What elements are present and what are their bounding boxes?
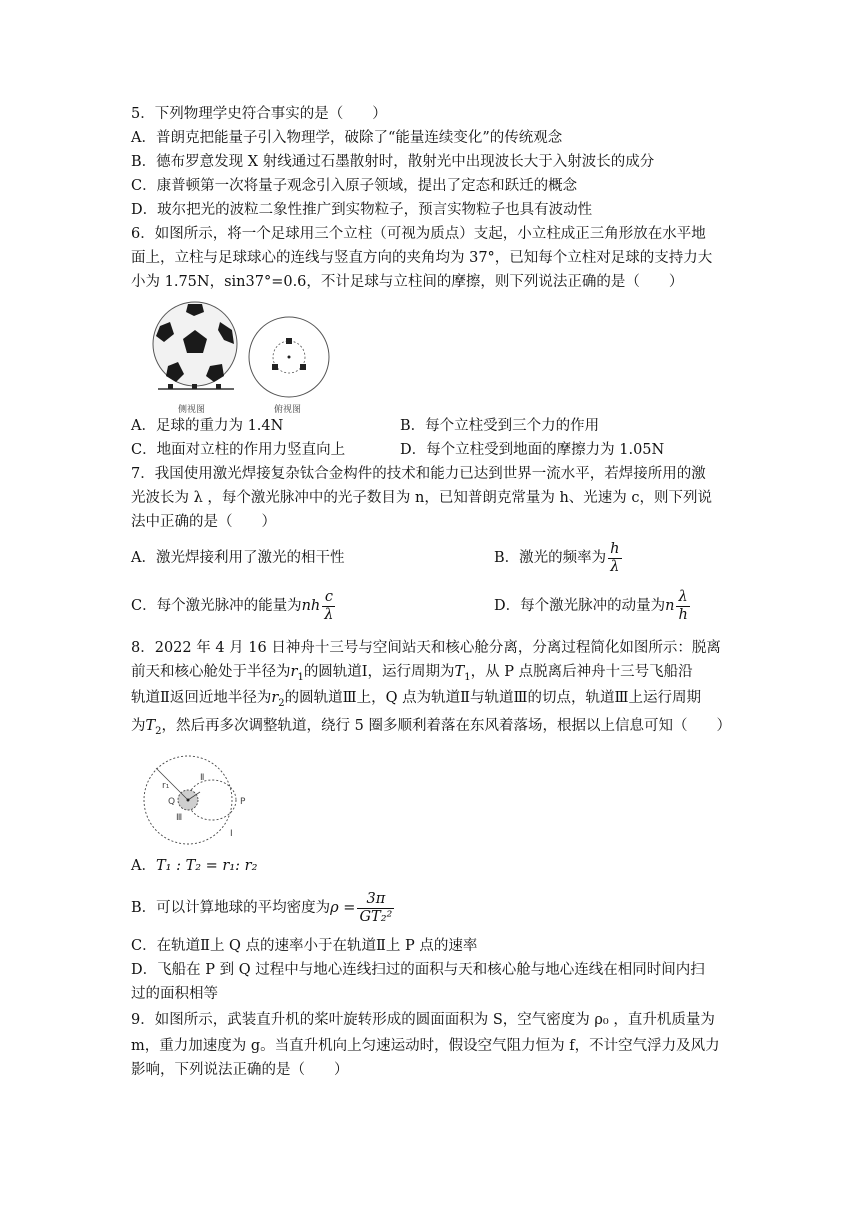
q9-stem-line1: 9．如图所示，武装直升机的桨叶旋转形成的圆面面积为 S，空气密度为 ρ₀ ，直升机质量为 bbox=[131, 1012, 715, 1028]
q8-option-d-line1: D．飞船在 P 到 Q 过程中与地心连线扫过的面积与天和核心舱与地心连线在相同时间内扫 bbox=[131, 962, 705, 978]
svg-text:r₁: r₁ bbox=[162, 781, 170, 791]
svg-text:Ⅱ: Ⅱ bbox=[200, 773, 205, 783]
svg-text:P: P bbox=[240, 797, 246, 807]
q6-stem-line3: 小为 1.75N，sin37°=0.6，不计足球与立柱间的摩擦，则下列说法正确的是（ ） bbox=[131, 274, 684, 290]
q7-option-a: A．激光焊接利用了激光的相干性 bbox=[131, 550, 345, 566]
q9-stem-line3: 影响，下列说法正确的是（ ） bbox=[131, 1062, 349, 1078]
q6-option-b: B．每个立柱受到三个力的作用 bbox=[400, 418, 600, 434]
q7-stem-line2: 光波长为 λ ，每个激光脉冲中的光子数目为 n，已知普朗克常量为 h、光速为 c，则下列说 bbox=[131, 490, 713, 506]
q7-d-fraction: $\frac{\lambda}{h}$ bbox=[678, 588, 688, 623]
q6-stem-line1: 6．如图所示，将一个足球用三个立柱（可视为质点）支起，小立柱成正三角形放在水平地 bbox=[131, 226, 706, 242]
soccer-ball-icon bbox=[153, 302, 237, 386]
q7-option-d: D．每个激光脉冲的动量为n $\frac{\lambda}{h}$ bbox=[494, 588, 688, 623]
q8-option-b: B．可以计算地球的平均密度为ρ = $\frac{3\pi}{\text{GT₂²}}$ bbox=[131, 890, 393, 925]
q8-b-fraction: $\frac{3\pi}{\text{GT₂²}}$ bbox=[359, 890, 393, 925]
q7-stem-line1: 7．我国使用激光焊接复杂钛合金构件的技术和能力已达到世界一流水平，若焊接所用的激 bbox=[131, 466, 706, 482]
q5-stem: 5．下列物理学史符合事实的是（ ） bbox=[131, 106, 387, 122]
q6-option-d: D．每个立柱受到地面的摩擦力为 1.05N bbox=[400, 442, 665, 458]
svg-text:Ⅰ: Ⅰ bbox=[230, 829, 233, 839]
q7-b-fraction: $\frac{h}{\lambda}$ bbox=[610, 540, 620, 575]
q8-option-c: C．在轨道Ⅱ上 Q 点的速率小于在轨道Ⅱ上 P 点的速率 bbox=[131, 938, 478, 954]
q7-option-b: B．激光的频率为 $\frac{h}{\lambda}$ bbox=[494, 540, 620, 575]
q7-c-fraction: $\frac{c}{\lambda}$ bbox=[324, 588, 334, 623]
top-view-caption: 俯视图 bbox=[274, 405, 302, 415]
soccer-ball-figure bbox=[148, 300, 338, 418]
q5-option-c: C．康普顿第一次将量子观念引入原子领域，提出了定态和跃迁的概念 bbox=[131, 178, 578, 194]
q8-stem-line1: 8．2022 年 4 月 16 日神舟十三号与空间站天和核心舱分离，分离过程简化如图所示：脱离 bbox=[131, 640, 721, 656]
q7-stem-line3: 法中正确的是（ ） bbox=[131, 514, 276, 530]
svg-text:Q: Q bbox=[168, 797, 176, 807]
q6-option-c: C．地面对立柱的作用力竖直向上 bbox=[131, 442, 346, 458]
q8-stem-line4: 为$T_2$，然后再多次调整轨道，绕行 5 圈多顺利着落在东风着落场，根据以上信息可知（ ） bbox=[131, 718, 731, 737]
q8-option-a: A．T₁ : T₂ = r₁: r₂ bbox=[131, 858, 258, 874]
q5-option-a: A．普朗克把能量子引入物理学，破除了“能量连续变化”的传统观念 bbox=[131, 130, 563, 146]
q5-option-d: D．玻尔把光的波粒二象性推广到实物粒子，预言实物粒子也具有波动性 bbox=[131, 202, 593, 218]
q8-stem-line2: 前天和核心舱处于半径为$r_1$的圆轨道Ⅰ，运行周期为$T_1$，从 P 点脱离后神舟十三号飞船沿 bbox=[131, 664, 693, 683]
q8-stem-line3: 轨道Ⅱ返回近地半径为$r_2$的圆轨道Ⅲ上，Q 点为轨道Ⅱ与轨道Ⅲ的切点，轨道Ⅲ上运行周期 bbox=[131, 690, 701, 709]
q7-option-c: C．每个激光脉冲的能量为nh $\frac{c}{\lambda}$ bbox=[131, 588, 334, 623]
svg-text:Ⅲ: Ⅲ bbox=[176, 813, 183, 823]
q6-option-a: A．足球的重力为 1.4N bbox=[131, 418, 284, 434]
q6-stem-line2: 面上，立柱与足球球心的连线与竖直方向的夹角均为 37°，已知每个立柱对足球的支持力大 bbox=[131, 250, 713, 266]
orbit-diagram bbox=[138, 748, 258, 848]
q8-option-d-line2: 过的面积相等 bbox=[131, 986, 218, 1002]
q9-stem-line2: m，重力加速度为 g。当直升机向上匀速运动时，假设空气阻力恒为 f，不计空气浮力及风力 bbox=[131, 1038, 720, 1054]
q5-option-b: B．德布罗意发现 X 射线通过石墨散射时，散射光中出现波长大于入射波长的成分 bbox=[131, 154, 655, 170]
side-view-caption: 侧视图 bbox=[178, 405, 206, 415]
